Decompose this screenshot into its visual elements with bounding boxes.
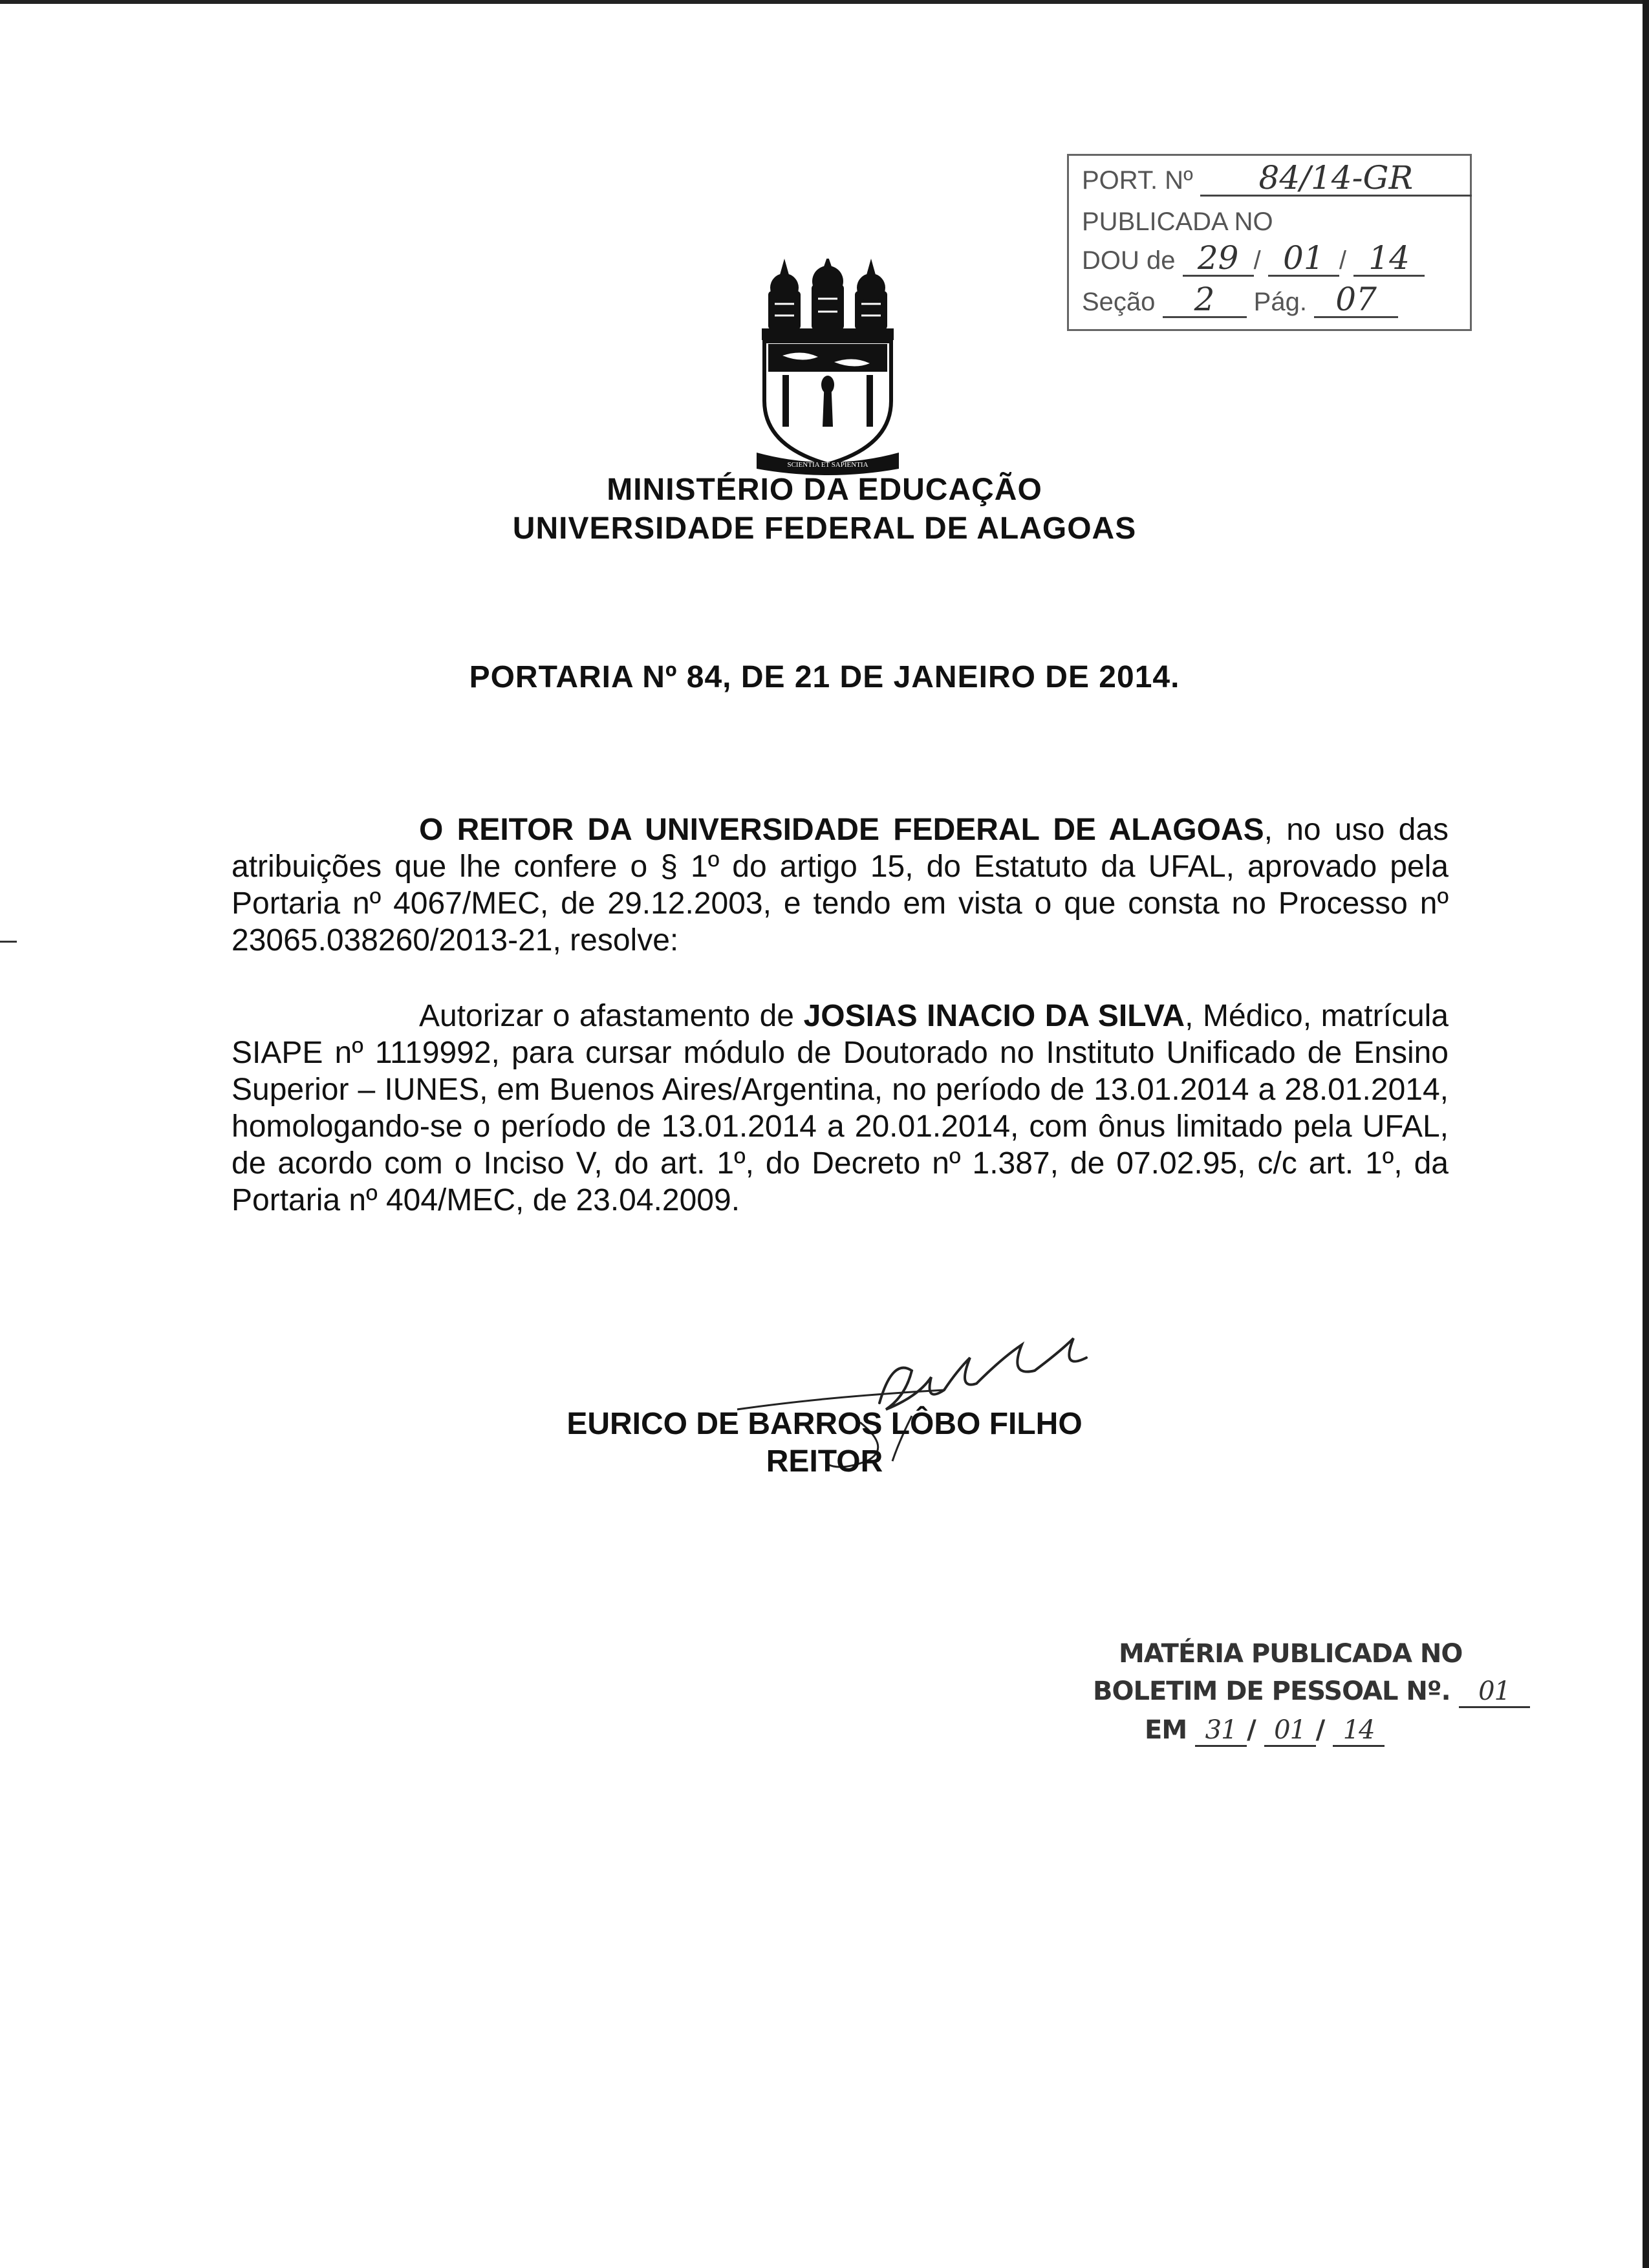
preamble-authority: O REITOR DA UNIVERSIDADE FEDERAL DE ALAGOAS xyxy=(419,813,1264,847)
crest-motto: SCIENTIA ET SAPIENTIA xyxy=(787,461,868,469)
stamp-dou-row: DOU de 29 / 01 / 14 xyxy=(1082,241,1425,280)
ufal-crest-logo xyxy=(757,259,899,478)
bulletin-line1: MATÉRIA PUBLICADA NO xyxy=(1119,1639,1463,1669)
paragraph-preamble xyxy=(232,811,1449,959)
paragraph-resolution xyxy=(232,998,1449,1219)
bulletin-em-label: EM xyxy=(1145,1715,1187,1745)
bulletin-month: 01 xyxy=(1264,1715,1316,1747)
stamp-published-label: PUBLICADA NO xyxy=(1082,208,1273,236)
bulletin-date-row: EM 31 / 01 / 14 xyxy=(1145,1715,1385,1747)
resolution-text-after: , Médico, matrícula SIAPE nº 1119992, para cursar módulo de Doutorado no Instituto Unificado de Ensino Superior – IUNES, em Buenos Aires/Argentina, no período de 13.01.2014 a 28.01.2014, homologando-se o período de 13.01.2014 a 20.01.2014, com ônus limitado pela UFAL, de acordo com o Inciso V, do art. 1º, do Decreto nº 1.387, de 07.02.95, c/c art. 1º, da Portaria nº 404/MEC, de 23.04.2009. xyxy=(232,999,1449,1217)
scan-border-top xyxy=(0,0,1649,4)
university-heading: UNIVERSIDADE FEDERAL DE ALAGOAS xyxy=(512,511,1137,546)
bulletin-line2-row xyxy=(1093,1676,1530,1708)
bulletin-number: 01 xyxy=(1459,1676,1530,1708)
resolution-text-before: Autorizar o afastamento de xyxy=(419,999,804,1033)
stamp-secao-label: Seção xyxy=(1082,288,1156,316)
stamp-pag-value: 07 xyxy=(1314,283,1398,318)
stamp-dou-day: 29 xyxy=(1183,241,1254,277)
bulletin-day: 31 xyxy=(1195,1715,1247,1747)
ministry-heading: MINISTÉRIO DA EDUCAÇÃO xyxy=(607,473,1042,507)
stamp-dou-label: DOU de xyxy=(1082,246,1176,275)
stamp-port-value: 84/14-GR xyxy=(1200,161,1472,197)
stamp-port-row xyxy=(1082,161,1472,200)
preamble-text: , no uso das atribuições que lhe confere o § 1º do artigo 15, do Estatuto da UFAL, aprovado pela Portaria nº 4067/MEC, de 29.12.2003, e tendo em vista o que consta no Processo nº 23065.038260/2013-21, resolve: xyxy=(232,813,1449,957)
scan-mark xyxy=(0,941,17,943)
bulletin-year: 14 xyxy=(1333,1715,1385,1747)
scan-border-right xyxy=(1643,0,1649,2268)
stamp-secao-value: 2 xyxy=(1163,283,1247,318)
stamp-secao-row xyxy=(1082,283,1398,321)
signatory-name: EURICO DE BARROS LÔBO FILHO xyxy=(566,1407,1083,1441)
stamp-pag-label: Pág. xyxy=(1253,288,1307,316)
document-title: PORTARIA Nº 84, DE 21 DE JANEIRO DE 2014. xyxy=(469,660,1180,694)
bulletin-line2: BOLETIM DE PESSOAL Nº. xyxy=(1093,1676,1450,1706)
stamp-dou-year: 14 xyxy=(1353,241,1425,277)
publication-stamp xyxy=(1067,154,1472,331)
stamp-port-label: PORT. Nº xyxy=(1082,166,1193,195)
signatory-role: REITOR xyxy=(766,1444,883,1479)
resolution-person-name: JOSIAS INACIO DA SILVA xyxy=(803,999,1185,1033)
stamp-dou-month: 01 xyxy=(1268,241,1339,277)
